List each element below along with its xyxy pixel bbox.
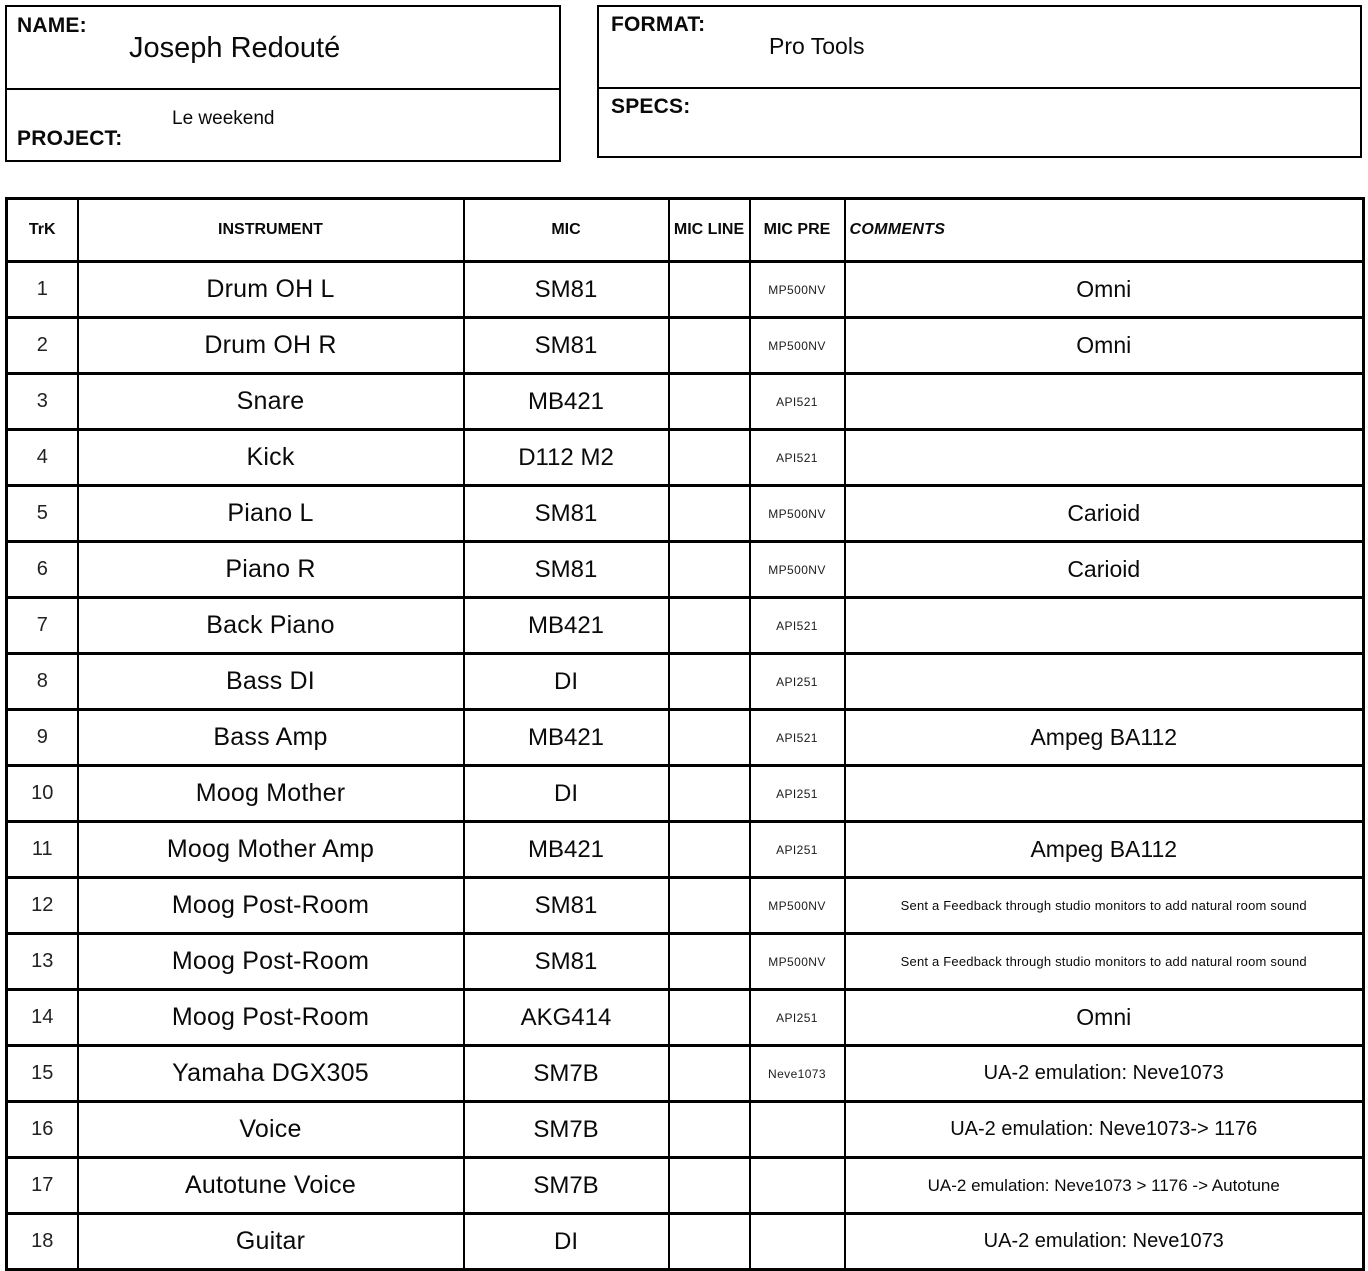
mic-cell: MB421 bbox=[464, 598, 669, 654]
col-header-trk: TrK bbox=[7, 199, 78, 262]
col-header-instrument: INSTRUMENT bbox=[78, 199, 464, 262]
table-row bbox=[7, 934, 1364, 990]
mic-pre-cell: API521 bbox=[750, 374, 845, 430]
mic-line-cell bbox=[669, 542, 750, 598]
comments-cell: Carioid bbox=[845, 486, 1364, 542]
comments-cell: UA-2 emulation: Neve1073 bbox=[845, 1214, 1364, 1270]
mic-cell: DI bbox=[464, 766, 669, 822]
instrument-cell: Moog Post-Room bbox=[78, 878, 464, 934]
mic-line-cell bbox=[669, 262, 750, 318]
mic-pre-cell: MP500NV bbox=[750, 486, 845, 542]
mic-cell: SM81 bbox=[464, 318, 669, 374]
mic-line-cell bbox=[669, 766, 750, 822]
specs-row bbox=[599, 87, 1360, 154]
comments-cell: Omni bbox=[845, 990, 1364, 1046]
mic-line-cell bbox=[669, 990, 750, 1046]
mic-cell: SM7B bbox=[464, 1158, 669, 1214]
mic-cell: DI bbox=[464, 1214, 669, 1270]
comments-cell: Omni bbox=[845, 318, 1364, 374]
mic-cell: MB421 bbox=[464, 710, 669, 766]
mic-line-cell bbox=[669, 1158, 750, 1214]
table-row bbox=[7, 654, 1364, 710]
mic-pre-cell bbox=[750, 1158, 845, 1214]
col-header-mic-line: MIC LINE bbox=[669, 199, 750, 262]
trk-cell: 10 bbox=[7, 766, 78, 822]
specs-label: SPECS: bbox=[611, 95, 691, 118]
name-label: NAME: bbox=[17, 14, 87, 37]
mic-line-cell bbox=[669, 374, 750, 430]
project-value: Le weekend bbox=[172, 108, 275, 129]
comments-cell bbox=[845, 598, 1364, 654]
instrument-cell: Piano R bbox=[78, 542, 464, 598]
trk-cell: 1 bbox=[7, 262, 78, 318]
project-row bbox=[7, 88, 559, 158]
instrument-cell: Voice bbox=[78, 1102, 464, 1158]
trk-cell: 13 bbox=[7, 934, 78, 990]
mic-pre-cell: API521 bbox=[750, 598, 845, 654]
trk-cell: 16 bbox=[7, 1102, 78, 1158]
instrument-cell: Moog Mother bbox=[78, 766, 464, 822]
comments-cell bbox=[845, 374, 1364, 430]
comments-cell bbox=[845, 654, 1364, 710]
mic-cell: DI bbox=[464, 654, 669, 710]
mic-line-cell bbox=[669, 318, 750, 374]
name-value: Joseph Redouté bbox=[129, 32, 341, 64]
comments-cell bbox=[845, 766, 1364, 822]
mic-cell: SM7B bbox=[464, 1102, 669, 1158]
table-row bbox=[7, 486, 1364, 542]
table-row bbox=[7, 318, 1364, 374]
table-row bbox=[7, 878, 1364, 934]
mic-pre-cell: API521 bbox=[750, 430, 845, 486]
trk-cell: 6 bbox=[7, 542, 78, 598]
mic-cell: SM81 bbox=[464, 934, 669, 990]
table-row bbox=[7, 1046, 1364, 1102]
mic-cell: MB421 bbox=[464, 822, 669, 878]
comments-cell: Ampeg BA112 bbox=[845, 710, 1364, 766]
mic-pre-cell: MP500NV bbox=[750, 934, 845, 990]
trk-cell: 11 bbox=[7, 822, 78, 878]
trk-cell: 14 bbox=[7, 990, 78, 1046]
instrument-cell: Autotune Voice bbox=[78, 1158, 464, 1214]
trk-cell: 18 bbox=[7, 1214, 78, 1270]
mic-pre-cell: API251 bbox=[750, 822, 845, 878]
format-row bbox=[599, 7, 1360, 87]
track-table-body bbox=[7, 262, 1364, 1270]
mic-line-cell bbox=[669, 430, 750, 486]
comments-cell: UA-2 emulation: Neve1073 bbox=[845, 1046, 1364, 1102]
mic-pre-cell bbox=[750, 1102, 845, 1158]
trk-cell: 4 bbox=[7, 430, 78, 486]
comments-cell: Ampeg BA112 bbox=[845, 822, 1364, 878]
instrument-cell: Bass DI bbox=[78, 654, 464, 710]
instrument-cell: Bass Amp bbox=[78, 710, 464, 766]
instrument-cell: Drum OH L bbox=[78, 262, 464, 318]
mic-cell: SM81 bbox=[464, 486, 669, 542]
project-label: PROJECT: bbox=[17, 127, 123, 150]
mic-pre-cell bbox=[750, 1214, 845, 1270]
mic-pre-cell: API251 bbox=[750, 766, 845, 822]
table-row bbox=[7, 1102, 1364, 1158]
comments-cell: UA-2 emulation: Neve1073 > 1176 -> Autotune bbox=[845, 1158, 1364, 1214]
table-row bbox=[7, 262, 1364, 318]
track-table-header bbox=[7, 199, 1364, 262]
mic-pre-cell: MP500NV bbox=[750, 542, 845, 598]
col-header-mic: MIC bbox=[464, 199, 669, 262]
mic-line-cell bbox=[669, 1214, 750, 1270]
format-value: Pro Tools bbox=[769, 33, 865, 59]
mic-line-cell bbox=[669, 710, 750, 766]
table-row bbox=[7, 542, 1364, 598]
comments-cell: UA-2 emulation: Neve1073-> 1176 bbox=[845, 1102, 1364, 1158]
col-header-mic-pre: MIC PRE bbox=[750, 199, 845, 262]
mic-cell: AKG414 bbox=[464, 990, 669, 1046]
mic-pre-cell: API251 bbox=[750, 990, 845, 1046]
comments-cell: Carioid bbox=[845, 542, 1364, 598]
table-row bbox=[7, 374, 1364, 430]
trk-cell: 9 bbox=[7, 710, 78, 766]
mic-pre-cell: MP500NV bbox=[750, 318, 845, 374]
mic-cell: SM7B bbox=[464, 1046, 669, 1102]
mic-line-cell bbox=[669, 598, 750, 654]
mic-pre-cell: MP500NV bbox=[750, 262, 845, 318]
mic-cell: SM81 bbox=[464, 262, 669, 318]
name-row bbox=[7, 7, 559, 88]
trk-cell: 3 bbox=[7, 374, 78, 430]
table-row bbox=[7, 430, 1364, 486]
comments-cell bbox=[845, 430, 1364, 486]
mic-line-cell bbox=[669, 654, 750, 710]
instrument-cell: Back Piano bbox=[78, 598, 464, 654]
trk-cell: 15 bbox=[7, 1046, 78, 1102]
mic-line-cell bbox=[669, 486, 750, 542]
instrument-cell: Drum OH R bbox=[78, 318, 464, 374]
trk-cell: 7 bbox=[7, 598, 78, 654]
mic-pre-cell: API251 bbox=[750, 654, 845, 710]
comments-cell: Sent a Feedback through studio monitors to add natural room sound bbox=[845, 878, 1364, 934]
trk-cell: 2 bbox=[7, 318, 78, 374]
table-row bbox=[7, 1158, 1364, 1214]
mic-line-cell bbox=[669, 878, 750, 934]
mic-pre-cell: API521 bbox=[750, 710, 845, 766]
mic-line-cell bbox=[669, 1046, 750, 1102]
trk-cell: 8 bbox=[7, 654, 78, 710]
table-row bbox=[7, 822, 1364, 878]
instrument-cell: Snare bbox=[78, 374, 464, 430]
trk-cell: 5 bbox=[7, 486, 78, 542]
trk-cell: 12 bbox=[7, 878, 78, 934]
table-row bbox=[7, 990, 1364, 1046]
instrument-cell: Kick bbox=[78, 430, 464, 486]
instrument-cell: Moog Post-Room bbox=[78, 934, 464, 990]
table-row bbox=[7, 766, 1364, 822]
mic-pre-cell: MP500NV bbox=[750, 878, 845, 934]
mic-cell: SM81 bbox=[464, 878, 669, 934]
trk-cell: 17 bbox=[7, 1158, 78, 1214]
instrument-cell: Yamaha DGX305 bbox=[78, 1046, 464, 1102]
instrument-cell: Guitar bbox=[78, 1214, 464, 1270]
table-row bbox=[7, 598, 1364, 654]
mic-cell: D112 M2 bbox=[464, 430, 669, 486]
track-table bbox=[5, 197, 1365, 1271]
comments-cell: Sent a Feedback through studio monitors to add natural room sound bbox=[845, 934, 1364, 990]
mic-cell: SM81 bbox=[464, 542, 669, 598]
instrument-cell: Moog Mother Amp bbox=[78, 822, 464, 878]
comments-cell: Omni bbox=[845, 262, 1364, 318]
mic-line-cell bbox=[669, 1102, 750, 1158]
mic-line-cell bbox=[669, 822, 750, 878]
format-label: FORMAT: bbox=[611, 13, 706, 36]
name-project-box bbox=[5, 5, 561, 162]
col-header-comments: COMMENTS bbox=[845, 199, 1364, 262]
mic-line-cell bbox=[669, 934, 750, 990]
instrument-cell: Moog Post-Room bbox=[78, 990, 464, 1046]
table-row bbox=[7, 1214, 1364, 1270]
format-specs-box bbox=[597, 5, 1362, 158]
mic-cell: MB421 bbox=[464, 374, 669, 430]
mic-pre-cell: Neve1073 bbox=[750, 1046, 845, 1102]
table-row bbox=[7, 710, 1364, 766]
instrument-cell: Piano L bbox=[78, 486, 464, 542]
